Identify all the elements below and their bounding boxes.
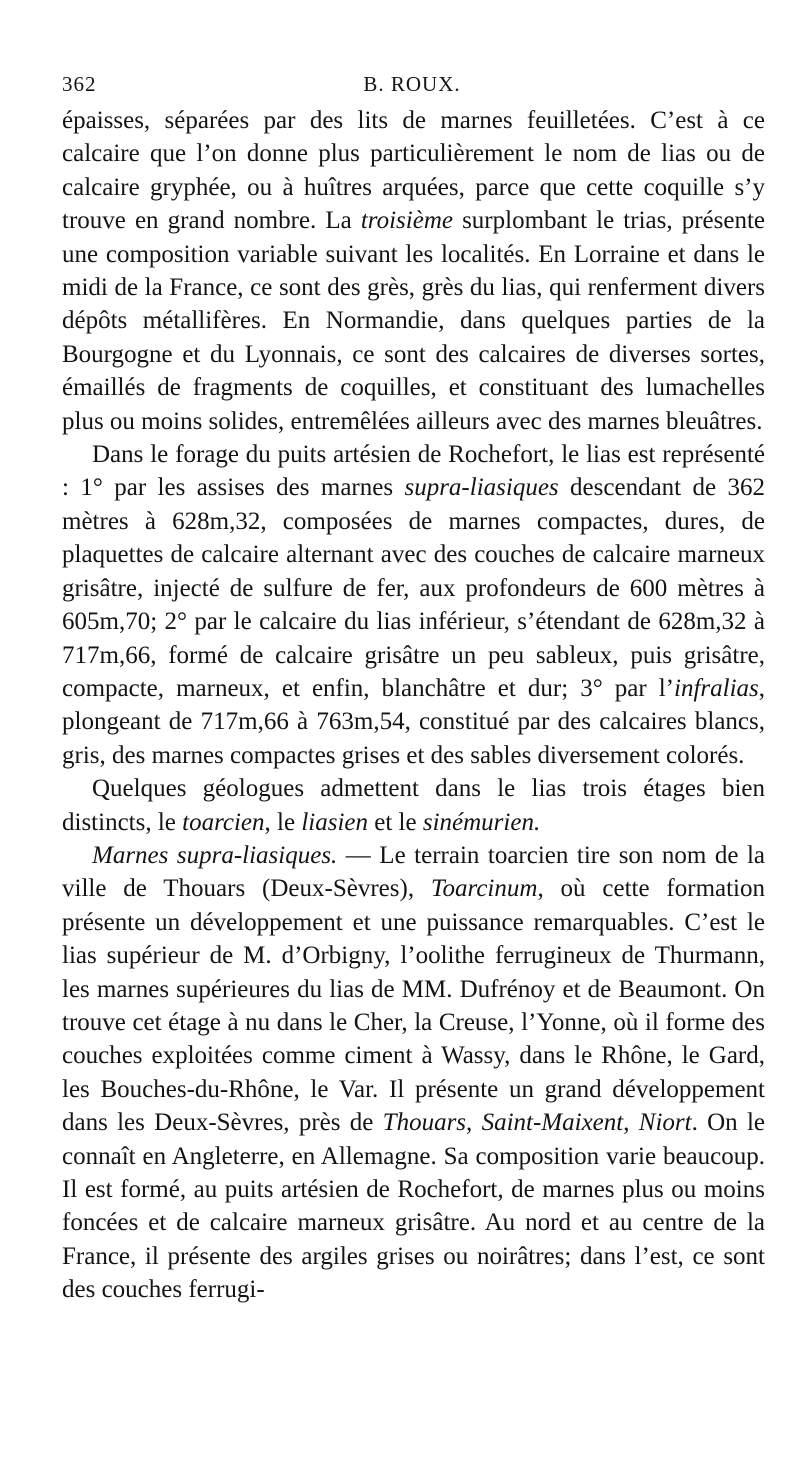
body-text — [62, 104, 765, 1307]
page-number: 362 — [62, 72, 97, 96]
italic-text-segment: Marnes supra-liasiques. — [92, 841, 338, 869]
italic-text-segment: sinémurien. — [422, 808, 541, 836]
paragraph — [62, 104, 765, 438]
text-segment: , plongeant de 717m,66 à 763m,54, constitué par des calcaires blancs, gris, des marnes compactes grises et des sables diversement colorés. — [62, 674, 765, 769]
italic-text-segment: infralias — [674, 674, 759, 702]
italic-text-segment: Saint-Maixent — [481, 1109, 624, 1137]
text-segment: descendant de 362 mètres à 628m,32, composées de marnes compactes, dures, de plaquettes de calcaire alternant avec des couches de calcaire marneux grisâtre, injecté de sulfure de fer, aux profondeurs de 600 mètres à 605m,70; 2° par le calcaire du lias inférieur, s’étendant de 628m,32 à 717m,66, formé de calcaire grisâtre un peu sableux, puis grisâtre, compacte, marneux, et enfin, blanchâtre et dur; 3° par l’ — [62, 474, 765, 702]
running-head: B. ROUX. — [363, 72, 461, 96]
text-segment: , le — [264, 808, 302, 836]
text-segment: et le — [368, 808, 423, 836]
text-segment: Quelques géologues admettent dans le lias trois étages bien distincts, le — [62, 775, 765, 836]
italic-text-segment: toarcien — [182, 808, 265, 836]
text-segment: surplombant le trias, présente une composition variable suivant les localités. En Lorraine et dans le midi de la France, ce sont des grès, grès du lias, qui renferment divers dépôts métallifères. En Normandie, dans quelques parties de la Bourgogne et du Lyonnais, ce sont des calcaires de diverses sortes, émaillés de fragments de coquilles, et constituant des lumachelles plus ou moins solides, entremêlées ailleurs avec des marnes bleuâtres. — [62, 207, 765, 435]
text-segment: , — [466, 1109, 482, 1137]
italic-text-segment: liasien — [301, 808, 368, 836]
paragraph — [62, 438, 765, 772]
italic-text-segment: Toarcinum — [430, 875, 538, 903]
text-segment: Dans le forage du puits artésien de Rochefort, le lias est représenté : 1° par les assises des marnes — [62, 441, 765, 502]
italic-text-segment: supra-liasiques — [404, 474, 559, 502]
text-segment: , où cette formation présente un développement et une puissance remarquables. C’est le lias supérieur de M. d’Orbigny, l’oolithe ferrugineux de Thurmann, les marnes supérieures du lias de MM. Dufrénoy et de Beaumont. On trouve cet étage à nu dans le Cher, la Creuse, l’Yonne, où il forme des couches exploitées comme ciment à Wassy, dans le Rhône, le Gard, les Bouches-du-Rhône, le Var. Il présente un grand développement dans les Deux-Sèvres, près de — [62, 875, 765, 1137]
italic-text-segment: Niort — [638, 1109, 692, 1137]
text-segment: épaisses, séparées par des lits de marnes feuilletées. C’est à ce calcaire que l’on donne plus particulièrement le nom de lias ou de calcaire gryphée, ou à huîtres arquées, parce que cette coquille s’y trouve en grand nombre. La — [62, 107, 765, 235]
page-header — [62, 72, 762, 102]
italic-text-segment: Thouars — [382, 1109, 467, 1137]
text-segment: . On le connaît en Angleterre, en Allemagne. Sa composition varie beaucoup. Il est formé, au puits artésien de Rochefort, de marnes plus ou moins foncées et de calcaire marneux grisâtre. Au nord et au centre de la France, il présente des argiles grises ou noirâtres; dans l’est, ce sont des couches ferrugi- — [62, 1109, 766, 1304]
paragraph — [62, 772, 765, 839]
text-segment: — Le terrain toarcien tire son nom de la ville de Thouars (Deux-Sèvres), — [62, 841, 766, 903]
paragraph — [62, 839, 765, 1307]
text-segment: , — [623, 1109, 639, 1137]
italic-text-segment: troisième — [360, 207, 453, 235]
